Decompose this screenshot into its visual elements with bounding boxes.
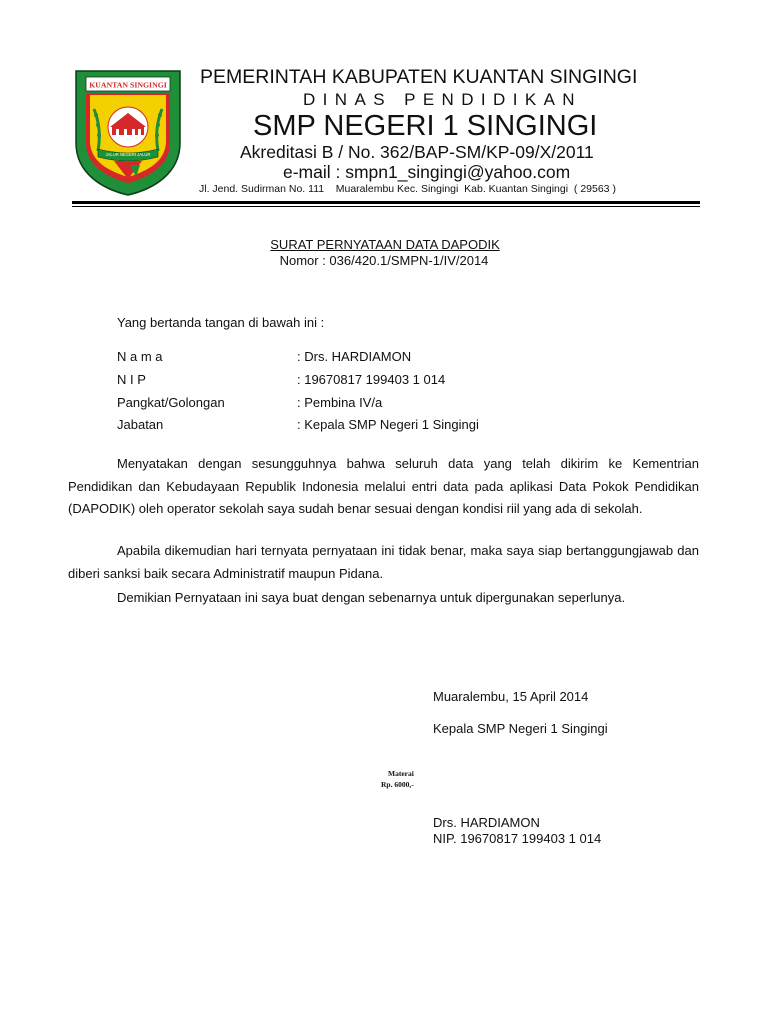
letterhead-government: PEMERINTAH KABUPATEN KUANTAN SINGINGI [200, 66, 638, 88]
identity-value-position: : Kepala SMP Negeri 1 Singingi [297, 417, 479, 432]
signature-place-date: Muaralembu, 15 April 2014 [433, 689, 589, 704]
identity-value-nip: : 19670817 199403 1 014 [297, 372, 446, 387]
logo-banner-text: KUANTAN SINGINGI [89, 80, 167, 90]
stamp-duty-amount: Rp. 6000,- [381, 780, 414, 789]
intro-text: Yang bertanda tangan di bawah ini : [117, 315, 325, 330]
statement-paragraph-2: Apabila dikemudian hari ternyata pernyataan ini tidak benar, maka saya siap bertanggungjawab dan diberi sanksi baik secara Administratif maupun Pidana. [68, 543, 699, 581]
identity-label-name: N a m a [117, 349, 163, 364]
letterhead-address: Jl. Jend. Sudirman No. 111 Muaralembu Kec. Singingi Kab. Kuantan Singingi ( 29563 ) [199, 183, 616, 195]
letterhead-agency: DINAS PENDIDIKAN [303, 90, 582, 109]
signer-nip: NIP. 19670817 199403 1 014 [433, 831, 602, 846]
stamp-duty-label: Materai [388, 769, 414, 778]
identity-label-rank: Pangkat/Golongan [117, 395, 225, 410]
identity-value-rank: : Pembina IV/a [297, 395, 383, 410]
identity-label-nip: N I P [117, 372, 146, 387]
letterhead-divider-thin [72, 206, 700, 207]
identity-label-position: Jabatan [117, 417, 164, 432]
statement-paragraph-3: Demikian Pernyataan ini saya buat dengan sebenarnya untuk dipergunakan seperlunya. [117, 590, 626, 605]
identity-value-name: : Drs. HARDIAMON [297, 349, 412, 364]
letterhead-accreditation: Akreditasi B / No. 362/BAP-SM/KP-09/X/2011 [240, 142, 594, 162]
letterhead-school-name: SMP NEGERI 1 SINGINGI [253, 110, 598, 142]
letterhead-divider-thick [72, 201, 700, 204]
signer-name: Drs. HARDIAMON [433, 815, 540, 830]
regency-coat-of-arms-logo [74, 69, 182, 197]
letterhead-email: e-mail : smpn1_singingi@yahoo.com [283, 162, 571, 182]
document-title: SURAT PERNYATAAN DATA DAPODIK [270, 237, 500, 252]
logo-ribbon-text: JALUR NEGERI JALUR [105, 152, 151, 157]
signature-position: Kepala SMP Negeri 1 Singingi [433, 721, 608, 736]
statement-paragraph-1: Menyatakan dengan sesungguhnya bahwa seluruh data yang telah dikirim ke Kementrian Pendidikan dan Kebudayaan Republik Indonesia melalui entri data pada aplikasi Data Pokok Pendidikan (DAPODIK) oleh operator sekolah saya sudah benar sesuai dengan kondisi riil yang ada di sekolah. [68, 456, 699, 516]
document-number: Nomor : 036/420.1/SMPN-1/IV/2014 [279, 253, 489, 268]
